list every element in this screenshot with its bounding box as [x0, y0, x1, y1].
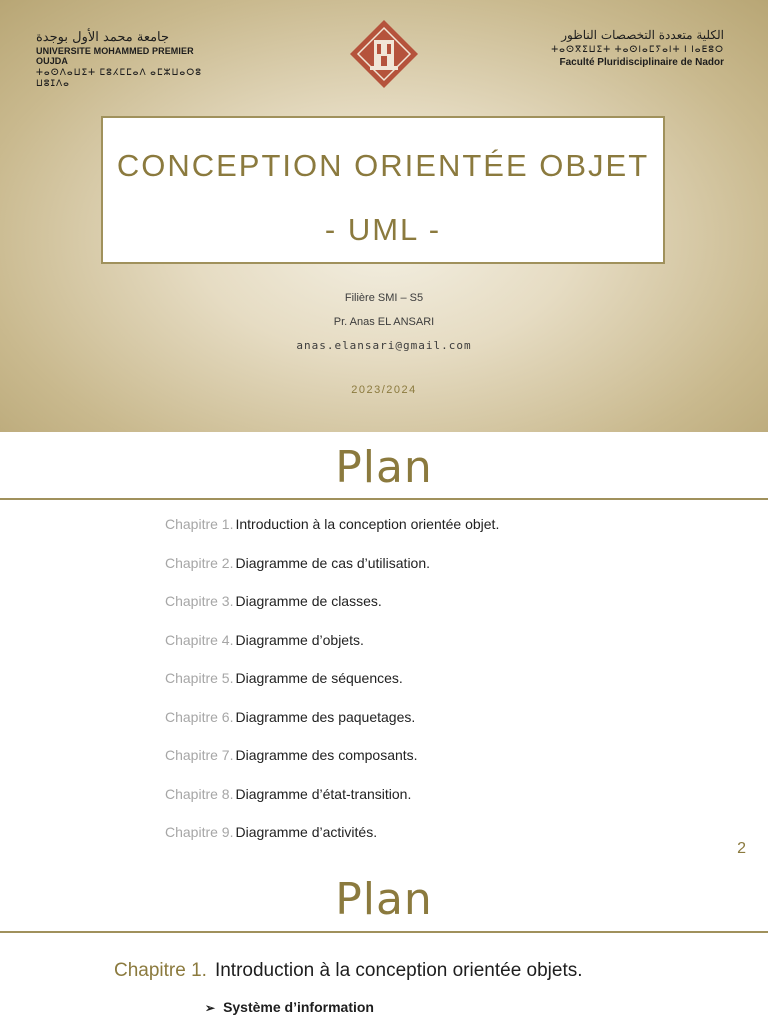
course-subtitle: - UML - [324, 212, 442, 247]
arrow-bullet-icon: ➢ [205, 1001, 216, 1015]
chapter-list [165, 516, 499, 863]
chapter-title: Diagramme des composants. [235, 747, 418, 763]
faculty-name-arabic: الكلية متعددة التخصصات الناظور [561, 28, 724, 42]
list-item [165, 824, 499, 863]
chapter-title: Diagramme de cas d’utilisation. [235, 554, 431, 571]
title-divider [0, 931, 768, 933]
title-divider [0, 498, 768, 500]
plan-title: Plan [335, 442, 433, 493]
chapter-number: Chapitre 7. [165, 747, 234, 763]
list-item [165, 747, 499, 786]
chapter-title: Introduction à la conception orientée objets. [214, 960, 583, 981]
chapter-number: Chapitre 8. [165, 785, 234, 802]
list-item [165, 709, 499, 748]
chapter-title: Diagramme de classes. [235, 593, 382, 609]
chapter-number: Chapitre 1. [114, 960, 207, 981]
chapter-title: Introduction à la conception orientée objet. [235, 516, 500, 532]
page-number: 2 [737, 840, 746, 857]
chapter-number: Chapitre 1. [165, 516, 234, 532]
university-logo [36, 30, 206, 89]
list-item [165, 786, 499, 825]
chapter-number: Chapitre 5. [165, 670, 234, 686]
list-item [165, 555, 499, 594]
course-title: CONCEPTION ORIENTÉE OBJET [116, 148, 650, 183]
chapter-title: Diagramme des paquetages. [235, 708, 416, 725]
chapter-title: Diagramme d’état-transition. [235, 785, 412, 802]
title-slide [0, 0, 768, 432]
list-item [165, 670, 499, 709]
chapter-title: Diagramme d’activités. [235, 824, 378, 840]
chapter-number: Chapitre 3. [165, 593, 234, 609]
faculty-name-tifinagh: ⵜⴰⵙⴳⵉⵡⵉⵜ ⵜⴰⵙⵏⴰⵎⵢⴰⵏⵜ ⵏ ⵏⴰⴹⵓⵔ [551, 44, 724, 54]
chapter-slide [0, 864, 768, 1024]
chapter-title: Diagramme de séquences. [235, 670, 403, 686]
professor-email: anas.elansari@gmail.com [296, 339, 472, 352]
academic-year: 2023/2024 [351, 384, 417, 396]
faculty-emblem-icon [348, 18, 420, 90]
faculty-name-french: Faculté Pluridisciplinaire de Nador [559, 57, 724, 68]
list-item [165, 632, 499, 671]
chapter-heading [114, 960, 583, 982]
chapter-number: Chapitre 6. [165, 708, 234, 725]
university-name-arabic: جامعة محمد الأول بوجدة [36, 30, 170, 45]
chapter-number: Chapitre 2. [165, 554, 234, 571]
faculty-logo [534, 28, 724, 68]
chapter-number: Chapitre 4. [165, 631, 234, 648]
chapter-title: Diagramme d’objets. [235, 631, 364, 648]
list-item [165, 516, 499, 555]
bullet-text: Système d’information [223, 999, 374, 1015]
list-item [165, 593, 499, 632]
plan-slide [0, 432, 768, 864]
university-name-french: UNIVERSITE MOHAMMED PREMIER OUJDA [36, 46, 194, 66]
professor-name: Pr. Anas EL ANSARI [333, 316, 435, 328]
title-box [101, 116, 665, 264]
bullet-item [205, 999, 374, 1015]
university-name-tifinagh: ⵜⴰⵙⴷⴰⵡⵉⵜ ⵎⵓⵃⵎⵎⴰⴷ ⴰⵎⵣⵡⴰⵔⵓ ⵡⵓⵊⴷⴰ [36, 67, 202, 88]
filiere-text: Filière SMI – S5 [344, 292, 424, 304]
plan-title: Plan [335, 874, 433, 925]
chapter-number: Chapitre 9. [165, 824, 234, 840]
